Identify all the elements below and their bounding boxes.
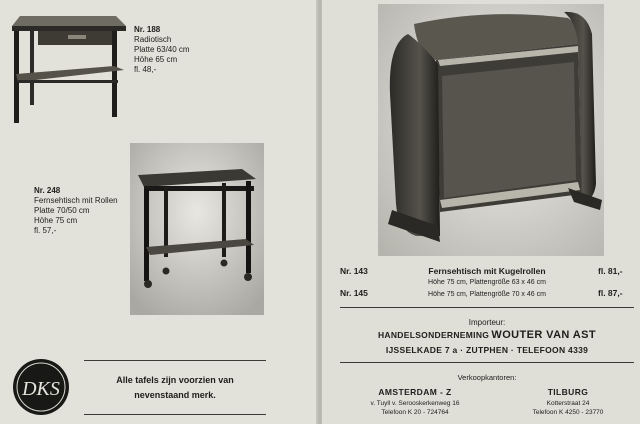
item-188-name: Radiotisch [134,35,172,44]
product-143-dims: Höhe 75 cm, Plattengröße 63 x 46 cm [428,279,546,286]
tv-table-kugelrollen-photo [378,4,604,256]
item-248-price: fl. 57,- [34,226,57,235]
mark-text-line1: Alle tafels zijn voorzien van [116,375,234,385]
company-address: IJSSELKADE 7 a · ZUTPHEN · TELEFOON 4339 [385,345,589,355]
office-amsterdam-city: AMSTERDAM - Z [378,387,452,397]
tv-table-with-rollers-photo [130,143,264,315]
logo-monogram: DKS [22,378,60,400]
item-188-number: Nr. 188 [134,25,161,34]
product-145-number: Nr. 145 [340,288,368,298]
mark-top-rule [84,360,266,361]
item-188-height: Höhe 65 cm [134,55,178,64]
mark-bottom-rule [84,414,266,415]
product-145-price: fl. 87,- [598,288,623,298]
item-188-price: fl. 48,- [134,65,157,74]
offices-top-rule [340,362,634,363]
right-catalog-page [322,0,640,424]
importer-label: Importeur: [468,318,506,327]
left-catalog-page [0,0,318,424]
sales-offices-label: Verkoopkantoren: [457,373,517,382]
dks-logo [12,358,70,416]
office-tilburg-street: Kotterstraat 24 [546,400,590,407]
mark-text-line2: nevenstaand merk. [134,390,216,400]
item-248-height: Höhe 75 cm [34,216,78,225]
company-prefix: HANDELSONDERNEMING [377,330,490,340]
item-248-top: Platte 70/50 cm [34,206,90,215]
office-amsterdam-street: v. Tuyll v. Serooskerkenweg 16 [370,400,460,407]
office-tilburg-city: TILBURG [547,387,589,397]
item-248-name: Fernsehtisch mit Rollen [34,196,118,205]
company-line [340,331,634,341]
product-143-number: Nr. 143 [340,266,368,276]
item-188-top: Platte 63/40 cm [134,45,190,54]
product-143-name: Fernsehtisch mit Kugelrollen [428,266,546,276]
product-145-dims: Höhe 75 cm, Plattengröße 70 x 46 cm [428,291,546,298]
importer-top-rule [340,307,634,308]
radio-table-photo [8,6,128,128]
office-amsterdam-phone: Telefoon K 20 - 724764 [381,409,449,416]
office-tilburg-phone: Telefoon K 4250 - 23770 [532,409,604,416]
company-name: WOUTER VAN AST [491,329,597,341]
item-248-number: Nr. 248 [34,186,61,195]
product-143-price: fl. 81,- [598,266,623,276]
